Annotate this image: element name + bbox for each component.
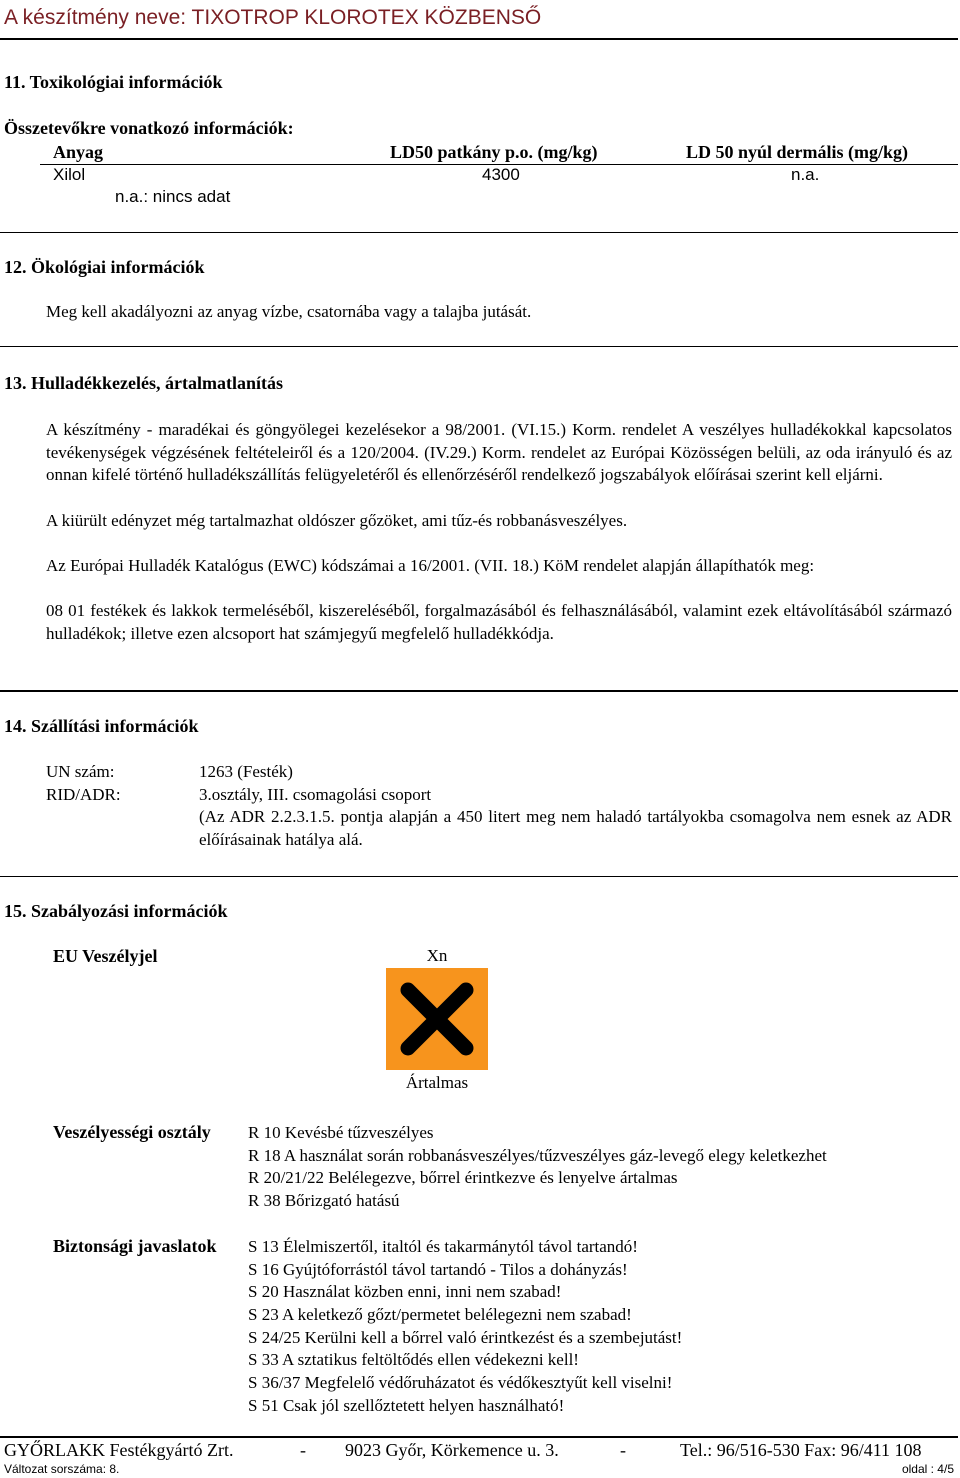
waste-paragraph-3: Az Európai Hulladék Katalógus (EWC) kódszámai a 16/2001. (VII. 18.) KöM rendelet alapján állapíthatók meg: xyxy=(46,556,815,575)
header-divider xyxy=(0,38,958,40)
ecological-text: Meg kell akadályozni az anyag vízbe, csatornába vagy a talajba jutását. xyxy=(46,302,532,321)
risk-phrases-list xyxy=(248,1122,827,1213)
section-11-title: 11. Toxikológiai információk xyxy=(4,72,223,92)
rid-adr-note: (Az ADR 2.2.3.1.5. pontja alapján a 450 litert meg nem haladó tartályokba csomagolva nem esnek az ADR előírásainak hatálya alá. xyxy=(199,807,952,849)
safety-phrase: S 16 Gyújtóforrástól távol tartandó - Tilos a dohányzás! xyxy=(248,1259,628,1279)
risk-phrases-label: Veszélyességi osztály xyxy=(53,1122,211,1142)
section-12-title: 12. Ökológiai információk xyxy=(4,257,205,277)
footer-page-number: oldal : 4/5 xyxy=(901,1462,954,1476)
safety-phrase: S 36/37 Megfelelő védőruházatot és védőkesztyűt kell viselni! xyxy=(248,1373,673,1393)
table-note: n.a.: nincs adat xyxy=(115,187,231,206)
risk-phrase: R 10 Kevésbé tűzveszélyes xyxy=(248,1123,434,1142)
section-14-title: 14. Szállítási információk xyxy=(4,716,199,736)
safety-phrases-list xyxy=(248,1236,682,1418)
risk-phrase: R 38 Bőrizgató hatású xyxy=(248,1191,400,1211)
risk-phrase: R 18 A használat során robbanásveszélyes/tűzveszélyes gáz-levegő elegy keletkezhet xyxy=(248,1145,827,1165)
footer-company: GYŐRLAKK Festékgyártó Zrt. xyxy=(4,1440,234,1460)
footer-divider xyxy=(0,1436,958,1438)
table-cell-substance: Xilol xyxy=(53,165,86,184)
eu-hazard-label: EU Veszélyjel xyxy=(53,946,158,966)
safety-phrase: S 13 Élelmiszertől, italtól és takarmánytól távol tartandó! xyxy=(248,1237,638,1256)
footer-address: 9023 Győr, Körkemence u. 3. xyxy=(345,1440,559,1460)
section-13-title: 13. Hulladékkezelés, ártalmatlanítás xyxy=(4,373,283,393)
waste-paragraph-1: A készítmény - maradékai és göngyölegei kezelésekor a 98/2001. (VI.15.) Korm. rendelet A veszélyes hulladékokkal kapcsolatos tevékenységek végzésének feltételeiről és a 120/2004. (IV.29.) Korm. rendelet az Európai Közösségen belüli, az oda irányuló és az onnan kifelé történő hulladékszállítás felügyeletéről és ellenőrzéséről rendelkező jogszabályok előírásai szerint kell eljárni. xyxy=(46,420,952,485)
safety-phrases-label: Biztonsági javaslatok xyxy=(53,1236,217,1256)
un-number-value: 1263 (Festék) xyxy=(199,762,293,781)
safety-phrase: S 24/25 Kerülni kell a bőrrel való érintkezést és a szembejutást! xyxy=(248,1327,683,1347)
table-cell-ld50-rat: 4300 xyxy=(482,165,520,184)
hazard-symbol-code: Xn xyxy=(426,946,448,965)
un-number-label: UN szám: xyxy=(46,762,115,781)
waste-paragraph-2: A kiürült edényzet még tartalmazhat oldószer gőzöket, ami tűz-és robbanásveszélyes. xyxy=(46,511,628,530)
footer-separator-2: - xyxy=(620,1440,626,1460)
footer-separator-1: - xyxy=(300,1440,306,1460)
rid-adr-label: RID/ADR: xyxy=(46,785,121,804)
col-header-substance: Anyag xyxy=(53,142,104,162)
section-divider-14 xyxy=(0,876,958,877)
risk-phrase: R 20/21/22 Belélegezve, bőrrel érintkezve és lenyelve ártalmas xyxy=(248,1168,678,1188)
section-divider-13 xyxy=(0,690,958,692)
col-header-ld50-rabbit: LD 50 nyúl dermális (mg/kg) xyxy=(686,142,909,162)
rid-adr-value: 3.osztály, III. csomagolási csoport xyxy=(199,785,432,804)
safety-phrase: S 23 A keletkező gőzt/permetet belélegezni nem szabad! xyxy=(248,1305,632,1325)
section-15-title: 15. Szabályozási információk xyxy=(4,901,228,921)
section-divider-11 xyxy=(0,232,958,233)
safety-phrase: S 33 A sztatikus feltöltődés ellen védekezni kell! xyxy=(248,1350,579,1370)
safety-phrase: S 20 Használat közben enni, inni nem szabad! xyxy=(248,1282,562,1302)
footer-version: Változat sorszáma: 8. xyxy=(4,1462,120,1476)
section-divider-12 xyxy=(0,346,958,347)
col-header-ld50-rat: LD50 patkány p.o. (mg/kg) xyxy=(390,142,598,162)
components-subtitle: Összetevőkre vonatkozó információk: xyxy=(4,118,294,138)
hazard-symbol-name: Ártalmas xyxy=(405,1073,469,1092)
table-cell-ld50-rabbit: n.a. xyxy=(791,165,820,184)
harmful-x-icon xyxy=(386,968,488,1070)
document-title: A készítmény neve: TIXOTROP KLOROTEX KÖZBENSŐ xyxy=(4,6,542,29)
footer-contact: Tel.: 96/516-530 Fax: 96/411 108 xyxy=(680,1440,922,1460)
waste-paragraph-4: 08 01 festékek és lakkok termeléséből, kiszereléséből, forgalmazásából és felhasználásából, valamint ezek eltávolításából származó hulladékok; illetve ezen alcsoport hat számjegyű megfelelő hulladékkódja. xyxy=(46,601,952,643)
safety-phrase: S 51 Csak jól szellőztetett helyen használható! xyxy=(248,1395,565,1415)
